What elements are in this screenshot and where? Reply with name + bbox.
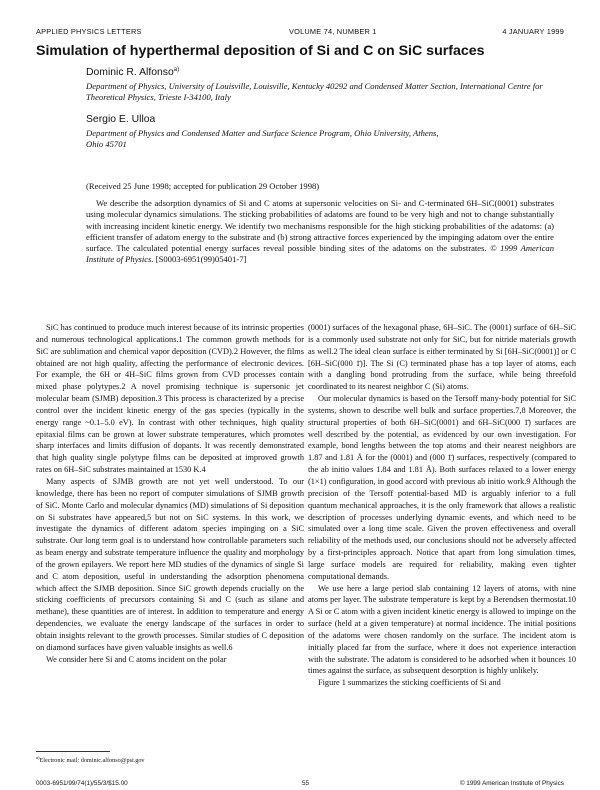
journal-name: APPLIED PHYSICS LETTERS [36, 27, 142, 36]
author-2-affiliation: Department of Physics and Condensed Matter and Surface Science Program, Ohio University, Athens, Ohio 45701 [86, 128, 439, 149]
running-header [36, 27, 564, 39]
abstract-text: We describe the adsorption dynamics of Si and C atoms at supersonic velocities on Si- and C-terminated 6H–SiC(0001) substrates using molecular dynamics simulations. The sticking probabilities of adatoms are found to be very high and not to change substantially with increasing incident kinetic energy. We identify two mechanisms responsible for the high sticking probabilities of the adatoms: (a) efficient transfer of adatom energy to the substrate and (b) strong attractive forces experienced by the impinging adatom over the entire surface. The calculated potential energy surfaces reveal possible binding sites of the adatoms on the substrates. [86, 198, 554, 254]
body-column-left [36, 322, 304, 665]
paragraph: Many aspects of SJMB growth are not yet well understood. To our knowledge, there has been no report of computer simulations of SJMB growth of SiC. Monte Carlo and molecular dynamics (MD) simulations of Si deposition on Si substrates have appeared,5 but not on SiC systems. In this work, we investigate the dynamics of different adatom species impinging on a SiC substrate. Our long term goal is to understand how controllable parameters such as beam energy and substrate temperature influence the quality and morphology of the grown epilayers. We report here MD studies of the dynamics of single Si and C atom deposition, useful in understanding the adsorption phenomena which affect the SJMB deposition. Since SiC growth depends crucially on the sticking coefficients of precursors containing Si and C (such as silane and methane), these quantities are of interest. In addition to temperature and energy dependencies, we evaluate the energy landscape of the surfaces in order to obtain insights relevant to the growth processes. Similar studies of C deposition on diamond surfaces have given valuable insights as well.6 [36, 476, 304, 652]
paragraph: Figure 1 summarizes the sticking coefficients of Si and [318, 678, 501, 688]
author-1-name: Dominic R. Alfonso [86, 67, 174, 78]
paragraph: (0001) surfaces of the hexagonal phase, 6H–SiC. The (0001) surface of 6H–SiC is a commonly used substrate not only for SiC, but for nitride materials growth as well.2 The ideal clean surface is either terminated by Si [6H–SiC(0001)] or C [6H–SiC(000 1̄)]. The Si (C) terminated phase has a top layer of atoms, each with a dangling bond protruding from the surface, while being threefold coordinated to its nearest neighbor C (Si) atoms. [308, 323, 576, 392]
body-column-right [308, 322, 576, 689]
author-1-marker: a) [173, 67, 180, 73]
paragraph: We consider here Si and C atoms incident on the polar [46, 654, 227, 664]
volume-number: VOLUME 74, NUMBER 1 [289, 27, 377, 36]
paragraph: We use here a large period slab containing 12 layers of atoms, with nine atoms per layer. The substrate temperature is kept by a Berendsen thermostat.10 A Si or C atom with a given incident kinetic energy is allowed to impinge on the surface (held at a given temperature) at normal incidence. The initial positions of the adatoms were chosen randomly on the surface. The incident atom is initially placed far from the surface, where it does not experience interaction with the substrate. The adatom is considered to be adsorbed when it bounces 10 times against the surface, as subsequent desorption is highly unlikely. [308, 583, 576, 676]
footnote-text: Electronic mail: dominic.alfonso@psi.gov [39, 757, 145, 764]
page-number: 55 [302, 780, 310, 787]
author-2-name: Sergio E. Ulloa [86, 114, 156, 125]
paragraph: Our molecular dynamics is based on the Tersoff many-body potential for SiC systems, shown to describe well bulk and surface properties.7,8 Moreover, the structural properties of both 6H–SiC(0001) and 6H–SiC(000 1̄) surfaces are well described by the potential, as evidenced by our own investigation. For example, bond lengths between the top atoms and their nearest neighbors are 1.87 and 1.81 Å for the (0001) and (000 1̄) surfaces, respectively (compared to the ab initio values 1.84 and 1.81 Å). Both surfaces relaxed to a lower energy (1×1) configuration, in good accord with previous ab initio work.9 Although the precision of the Tersoff potential-based MD is arguably inferior to a full quantum mechanical approaches, it is the only framework that allows a realistic description of processes underlying dynamic events, and which need to be simulated over a long time scale. Given the proven effectiveness and overall reliability of the methods used, our conclusions should not be adversely affected by a first-principles approach. Notice that apart from long simulation times, large surface models are required for reliability, making even tighter computational demands. [308, 394, 576, 581]
paper-title: Simulation of hyperthermal deposition of Si and C on SiC surfaces [36, 43, 485, 59]
author-1-affiliation: Department of Physics, University of Louisville, Louisville, Kentucky 40292 and Condensed Matter Section, International Centre for Theoretical Physics, Trieste I-34100, Italy [86, 81, 543, 102]
footnote-marker: a) [36, 755, 40, 760]
issue-date: 4 JANUARY 1999 [502, 27, 564, 36]
received-dates: (Received 25 June 1998; accepted for publication 29 October 1998) [86, 181, 320, 191]
abstract-doi: [S0003-6951(99)05401-7] [155, 254, 247, 265]
page-footer [36, 780, 564, 790]
abstract-copyright: © 1999 American Institute of Physics. [86, 243, 554, 265]
author-2 [86, 114, 155, 125]
issn-code: 0003-6951/99/74(1)/55/3/$15.00 [36, 780, 128, 787]
abstract [86, 198, 554, 266]
paragraph: SiC has continued to produce much interest because of its intrinsic properties and numerous technological applications.1 The common growth methods for SiC are sublimation and chemical vapor deposition (CVD).2 However, the films obtained are not high quality, affecting the performance of electronic devices. For example, the 6H or 4H–SiC films grown from CVD processes contain mixed phase polytypes.2 A novel promising technique is supersonic jet molecular beam (SJMB) deposition.3 This process is characterized by a precise control over the incident kinetic energy of the gas species (typically in the energy range ~0.1–5.0 eV). In contrast with other techniques, high quality epitaxial films can be grown at lower substrate temperatures, which promotes sharp interfaces and limits diffusion of dopants. It was recently demonstrated that high quality single polytype films can be deposited at improved growth rates on 6H–SiC substrates maintained at 1530 K.4 [36, 323, 304, 475]
footnote [36, 755, 145, 764]
footer-copyright: © 1999 American Institute of Physics [459, 780, 564, 787]
author-1 [86, 67, 179, 78]
footnote-divider [36, 751, 110, 752]
